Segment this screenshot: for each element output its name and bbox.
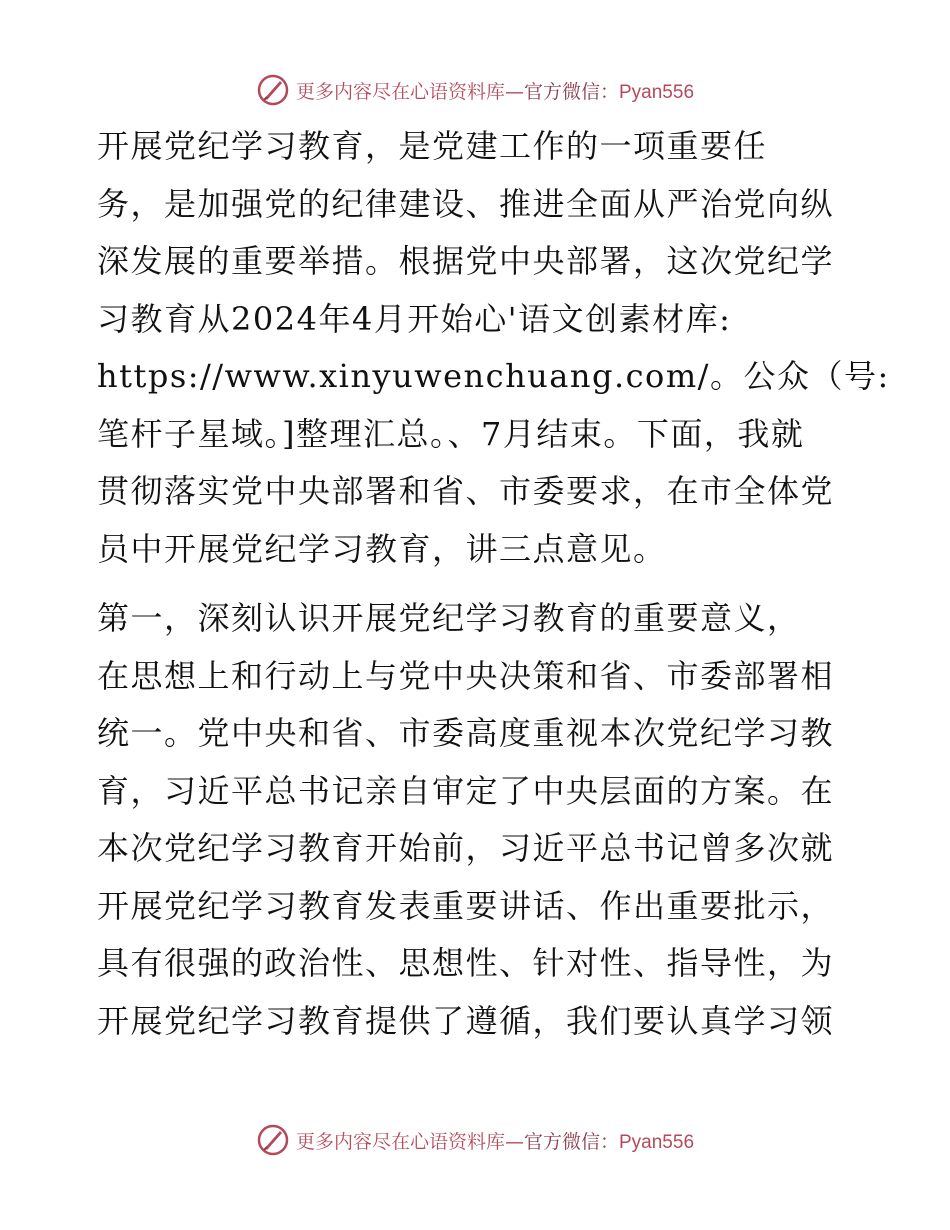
text-line: 育，习近平总书记亲自审定了中央层面的方案。在 xyxy=(97,771,835,810)
text-line: 员中开展党纪学习教育，讲三点意见。 xyxy=(97,529,667,568)
watermark-separator: — xyxy=(504,80,524,103)
text-line: 贯彻落实党中央部署和省、市委要求，在市全体党 xyxy=(97,472,835,510)
text-line: 在思想上和行动上与党中央决策和省、市委部署相 xyxy=(97,656,835,695)
document-body xyxy=(97,118,890,1050)
text-line: 本次党纪学习教育开始前，习近平总书记曾多次就 xyxy=(97,829,835,867)
watermark-wechat-id: Pyan556 xyxy=(619,81,695,103)
watermark-site-text: 更多内容尽在心语资料库 xyxy=(295,1130,505,1153)
text-line: https://www.xinyuwenchuang.com/。公众（号: xyxy=(97,357,890,395)
text-line: 务，是加强党的纪律建设、推进全面从严治党向纵 xyxy=(97,184,835,223)
watermark-wechat-label: 官方微信： xyxy=(523,80,619,103)
watermark-text xyxy=(296,77,694,104)
watermark-footer xyxy=(0,1120,950,1160)
quill-logo-icon xyxy=(256,73,290,107)
watermark-text xyxy=(296,1127,694,1154)
text-line: 开展党纪学习教育发表重要讲话、作出重要批示， xyxy=(97,886,835,925)
text-line: 第一，深刻认识开展党纪学习教育的重要意义， xyxy=(97,599,801,637)
watermark-site-text: 更多内容尽在心语资料库 xyxy=(295,80,505,103)
text-line: 深发展的重要举措。根据党中央部署，这次党纪学 xyxy=(97,242,835,280)
text-line: 习教育从2024年4月开始心'语文创素材库: xyxy=(97,299,732,338)
watermark-separator: — xyxy=(504,1130,524,1153)
quill-logo-icon xyxy=(256,1123,290,1157)
paragraph-1 xyxy=(97,118,890,578)
watermark-wechat-id: Pyan556 xyxy=(619,1131,695,1153)
watermark-wechat-label: 官方微信： xyxy=(523,1130,619,1153)
text-line: 统一。党中央和省、市委高度重视本次党纪学习教 xyxy=(97,714,835,752)
text-line: 具有很强的政治性、思想性、针对性、指导性，为 xyxy=(97,944,835,982)
paragraph-2 xyxy=(97,590,867,1050)
text-line: 开展党纪学习教育提供了遵循，我们要认真学习领 xyxy=(97,1001,835,1040)
watermark-header xyxy=(0,70,950,110)
text-line: 笔杆子星域。]整理汇总。、7月结束。下面，我就 xyxy=(97,414,805,453)
text-line: 开展党纪学习教育，是党建工作的一项重要任 xyxy=(97,127,768,165)
